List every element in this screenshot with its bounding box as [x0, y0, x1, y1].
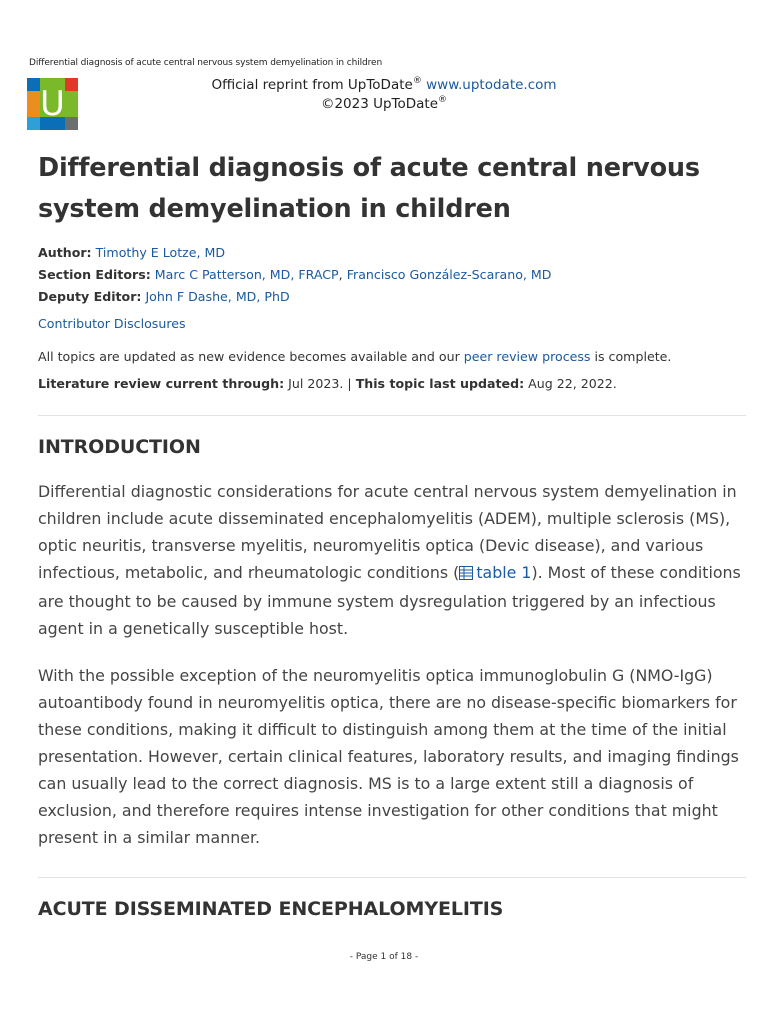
author-label: Author: [38, 245, 92, 260]
author-link[interactable]: Timothy E Lotze, MD [95, 245, 226, 260]
table-1-link[interactable] [459, 563, 531, 582]
divider-2 [38, 877, 746, 878]
article [38, 148, 746, 920]
section-heading-introduction: INTRODUCTION [38, 436, 201, 458]
update-note [38, 349, 746, 364]
contributor-disclosures-link[interactable]: Contributor Disclosures [38, 316, 186, 331]
section-editor-link-2[interactable]: Francisco González-Scarano, MD [346, 267, 552, 282]
update-note-after: is complete. [590, 349, 672, 364]
update-note-before: All topics are updated as new evidence becomes available and our [38, 349, 464, 364]
section-editor-separator: , [338, 267, 343, 282]
reprint-text: Official reprint from UpToDate [211, 77, 413, 93]
deputy-editor-row [38, 286, 746, 308]
intro-paragraph-1 [38, 478, 746, 642]
review-dates [38, 376, 746, 391]
table-1-label: table 1 [476, 563, 532, 582]
last-updated-label: This topic last updated: [355, 376, 525, 391]
registered-mark: ® [412, 76, 422, 86]
table-icon [459, 561, 473, 588]
lit-review-label: Literature review current through: [38, 376, 285, 391]
uptodate-site-link[interactable]: www.uptodate.com [426, 77, 557, 93]
deputy-editor-label: Deputy Editor: [38, 289, 142, 304]
para1-text-before: Differential diagnostic considerations for acute central nervous system demyelination in children include acute disseminated encephalomyelitis (ADEM), multiple sclerosis (MS), optic neuritis, transverse myelitis, neuromyelitis optica (Devic disease), and various infectious, metabolic, and rheumatologic conditions ( [38, 482, 737, 582]
last-updated-value: Aug 22, 2022. [524, 376, 617, 391]
author-row [38, 242, 746, 264]
svg-text:U: U [40, 84, 65, 124]
page-footer: - Page 1 of 18 - [349, 952, 419, 962]
reprint-header [0, 76, 768, 114]
running-head: Differential diagnosis of acute central nervous system demyelination in children [29, 58, 383, 68]
section-editor-link-1[interactable]: Marc C Patterson, MD, FRACP [154, 267, 339, 282]
para1-text-after: ). Most of these conditions are thought to be caused by immune system dysregulation triggered by an infectious agent in a genetically susceptible host. [38, 563, 741, 638]
article-title: Differential diagnosis of acute central nervous system demyelination in children [38, 153, 700, 224]
section-heading-adem: ACUTE DISSEMINATED ENCEPHALOMYELITIS [38, 898, 504, 920]
lit-review-value: Jul 2023. | [284, 376, 356, 391]
peer-review-link[interactable]: peer review process [463, 349, 591, 364]
deputy-editor-link[interactable]: John F Dashe, MD, PhD [145, 289, 290, 304]
divider [38, 415, 746, 416]
registered-mark-2: ® [438, 95, 448, 105]
copyright-text: ©2023 UpToDate [320, 96, 439, 112]
section-editors-row [38, 264, 746, 286]
section-editors-label: Section Editors: [38, 267, 151, 282]
author-block [38, 242, 746, 308]
intro-paragraph-2: With the possible exception of the neuromyelitis optica immunoglobulin G (NMO-IgG) autoantibody found in neuromyelitis optica, there are no disease-specific biomarkers for these conditions, making it difficult to distinguish among them at the time of the initial presentation. However, certain clinical features, laboratory results, and imaging findings can usually lead to the correct diagnosis. MS is to a large extent still a diagnosis of exclusion, and therefore requires intense investigation for other conditions that might present in a similar manner. [38, 666, 739, 847]
